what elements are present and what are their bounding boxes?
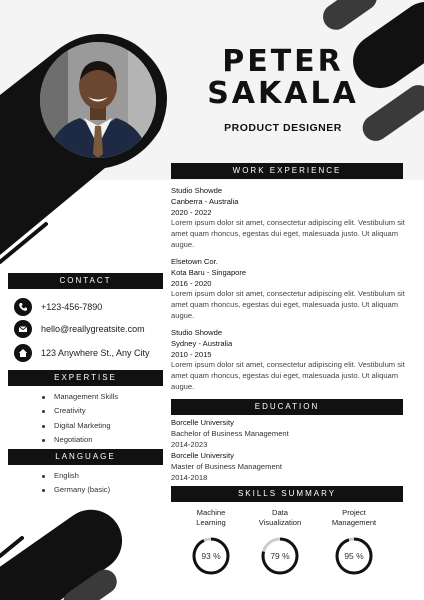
- skill-project-management: [319, 508, 389, 576]
- education-dates: 2014-2018: [171, 472, 208, 482]
- skill-data-visualization: [245, 508, 315, 576]
- phone-number: +123-456-7890: [41, 302, 103, 312]
- education-entry: [171, 451, 403, 483]
- education-degree: Bachelor of Business Management: [171, 428, 289, 438]
- job-title: PRODUCT DESIGNER: [224, 122, 342, 134]
- person-name: [188, 46, 378, 110]
- email-address: hello@reallygreatsite.com: [41, 324, 145, 334]
- job-description: Lorem ipsum dolor sit amet, consectetur adipiscing elit. Vestibulum sit amet quam rhoncus, egestas dui eget, malesuada justo. Ut aliquam augue.: [171, 289, 405, 320]
- skill-label-line: Data: [271, 508, 289, 517]
- job-entry: [171, 186, 407, 251]
- profile-photo: [40, 42, 156, 158]
- expertise-heading: EXPERTISE: [8, 370, 163, 386]
- job-company: Elsetown Cor.: [171, 257, 218, 266]
- contact-email: [14, 319, 145, 339]
- last-name: SAKALA: [207, 76, 359, 111]
- job-location: Canberra - Australia: [171, 196, 239, 206]
- job-location: Kota Baru - Singapore: [171, 267, 247, 277]
- language-heading: LANGUAGE: [8, 449, 163, 465]
- skill-machine-learning: [176, 508, 246, 576]
- contact-phone: [14, 297, 102, 317]
- contact-address: [14, 343, 150, 363]
- job-location: Sydney - Australia: [171, 338, 233, 348]
- skill-ring: [191, 536, 231, 576]
- job-entry: [171, 257, 407, 322]
- list-item: Creativity: [42, 404, 118, 418]
- list-item: Negotiation: [42, 433, 118, 447]
- list-item: Management Skills: [42, 390, 118, 404]
- home-icon: [14, 344, 32, 362]
- skill-percent: 79 %: [270, 551, 290, 561]
- job-entry: [171, 328, 407, 393]
- list-item: Germany (basic): [42, 483, 110, 497]
- job-company: Studio Showde: [171, 186, 223, 195]
- work-experience-heading: WORK EXPERIENCE: [171, 163, 403, 179]
- list-item: Digital Marketing: [42, 419, 118, 433]
- education-degree: Master of Business Management: [171, 461, 283, 471]
- first-name: PETER: [222, 44, 344, 79]
- skill-percent: 95 %: [344, 551, 364, 561]
- job-dates: 2016 - 2020: [171, 278, 212, 288]
- skill-label-line: Visualization: [258, 517, 302, 527]
- job-company: Studio Showde: [171, 328, 223, 337]
- language-list: [42, 469, 110, 498]
- job-dates: 2020 - 2022: [171, 207, 212, 217]
- skill-ring: [260, 536, 300, 576]
- education-school: Borcelle University: [171, 418, 234, 427]
- skill-ring: [334, 536, 374, 576]
- education-school: Borcelle University: [171, 451, 234, 460]
- education-dates: 2014-2023: [171, 439, 208, 449]
- job-description: Lorem ipsum dolor sit amet, consectetur adipiscing elit. Vestibulum sit amet quam rhoncus, egestas dui eget, malesuada justo. Ut aliquam augue.: [171, 218, 405, 249]
- job-description: Lorem ipsum dolor sit amet, consectetur adipiscing elit. Vestibulum sit amet quam rhoncus, egestas dui eget, malesuada justo. Ut aliquam augue.: [171, 360, 405, 391]
- skill-label: [319, 508, 389, 530]
- skill-percent: 93 %: [201, 551, 221, 561]
- contact-heading: CONTACT: [8, 273, 163, 289]
- skill-label-line: Project: [342, 508, 366, 517]
- phone-icon: [14, 298, 32, 316]
- skill-label: [176, 508, 246, 530]
- education-entry: [171, 418, 403, 450]
- skill-label-line: Management: [331, 517, 377, 527]
- list-item: English: [42, 469, 110, 483]
- skill-label-line: Learning: [196, 517, 226, 527]
- expertise-list: [42, 390, 118, 447]
- skills-summary-heading: SKILLS SUMMARY: [171, 486, 403, 502]
- skill-label: [245, 508, 315, 530]
- street-address: 123 Anywhere St., Any City: [41, 348, 150, 358]
- mail-icon: [14, 320, 32, 338]
- job-dates: 2010 - 2015: [171, 349, 212, 359]
- skill-label-line: Machine: [196, 508, 226, 517]
- education-heading: EDUCATION: [171, 399, 403, 415]
